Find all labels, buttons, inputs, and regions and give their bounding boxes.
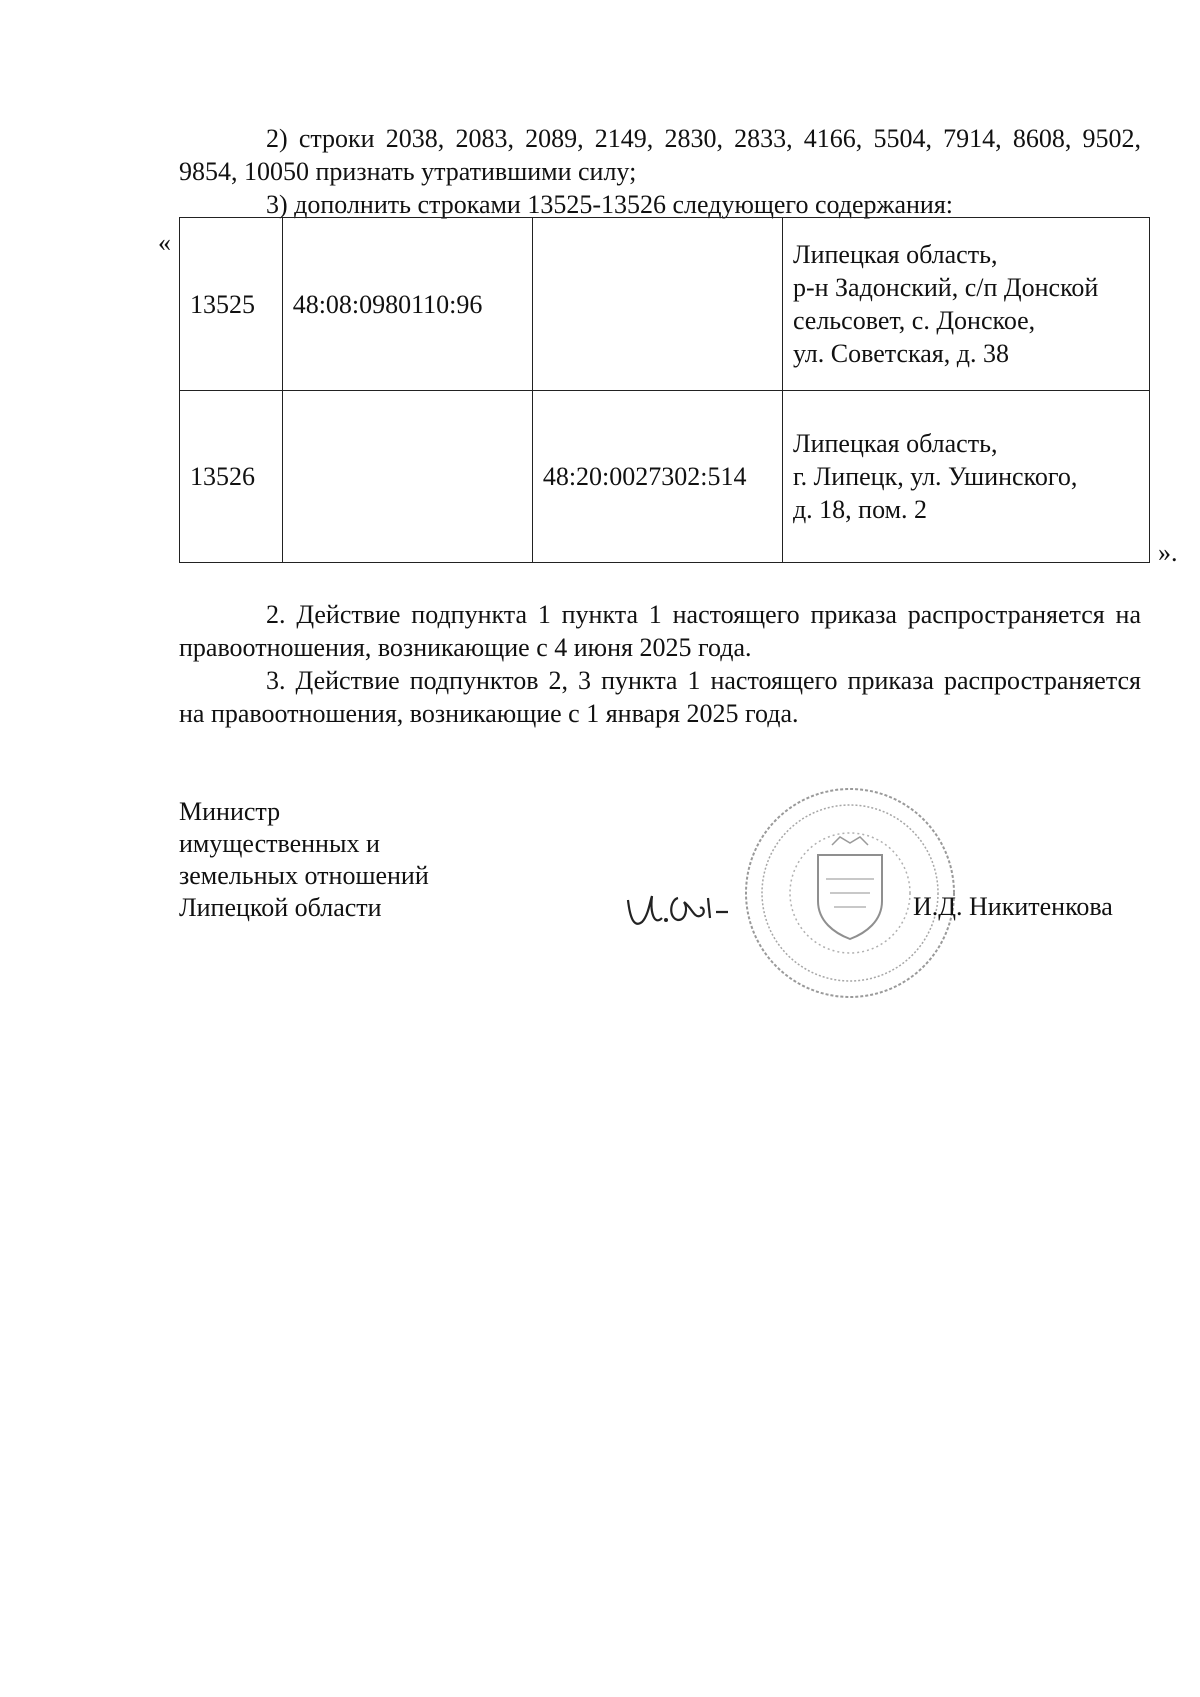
handwritten-signature — [620, 878, 750, 938]
signatory-name: И.Д. Никитенкова — [913, 892, 1113, 921]
item-2-text: 2) строки 2038, 2083, 2089, 2149, 2830, 2833, 4166, 5504, 7914, 8608, 9502, 9854, 10050 признать утратившими силу; — [179, 124, 1141, 186]
table-row — [180, 218, 1150, 391]
table-close-quote: ». — [1158, 538, 1178, 567]
address-line: р-н Задонский, с/п Донской — [792, 273, 1099, 302]
address-line: Липецкая область, — [792, 240, 998, 269]
point-2-text: 2. Действие подпункта 1 пункта 1 настоящего приказа распространяется на правоотношения, возникающие с 4 июня 2025 года. — [179, 600, 1141, 662]
signatory-title-line: Липецкой области — [179, 893, 382, 922]
address-line: Липецкая область, — [792, 429, 998, 458]
address-line: сельсовет, с. Донское, — [792, 306, 1036, 335]
address-cell — [782, 218, 1149, 391]
row-number-cell: 13525 — [180, 218, 283, 391]
cadastral-number-cell — [282, 391, 532, 563]
cadastral-number-cell: 48:08:0980110:96 — [282, 218, 532, 391]
cadastral-number-room-cell — [532, 218, 782, 391]
signatory-title — [179, 796, 429, 924]
item-3-text: 3) дополнить строками 13525-13526 следующего содержания: — [266, 190, 954, 219]
row-number-cell: 13526 — [180, 391, 283, 563]
table-open-quote: « — [158, 228, 171, 257]
address-line: ул. Советская, д. 38 — [792, 339, 1009, 368]
signatory-title-line: имущественных и — [179, 829, 380, 858]
point-3-text: 3. Действие подпунктов 2, 3 пункта 1 настоящего приказа распространяется на правоотношения, возникающие с 1 января 2025 года. — [179, 666, 1141, 728]
address-line: д. 18, пом. 2 — [792, 495, 928, 524]
cadastral-number-room-cell: 48:20:0027302:514 — [532, 391, 782, 563]
address-line: г. Липецк, ул. Ушинского, — [792, 462, 1078, 491]
signatory-title-line: Министр — [179, 797, 281, 826]
signatory-title-line: земельных отношений — [179, 861, 429, 890]
table-row — [180, 391, 1150, 563]
address-cell — [782, 391, 1149, 563]
inserted-rows-table — [179, 217, 1150, 563]
